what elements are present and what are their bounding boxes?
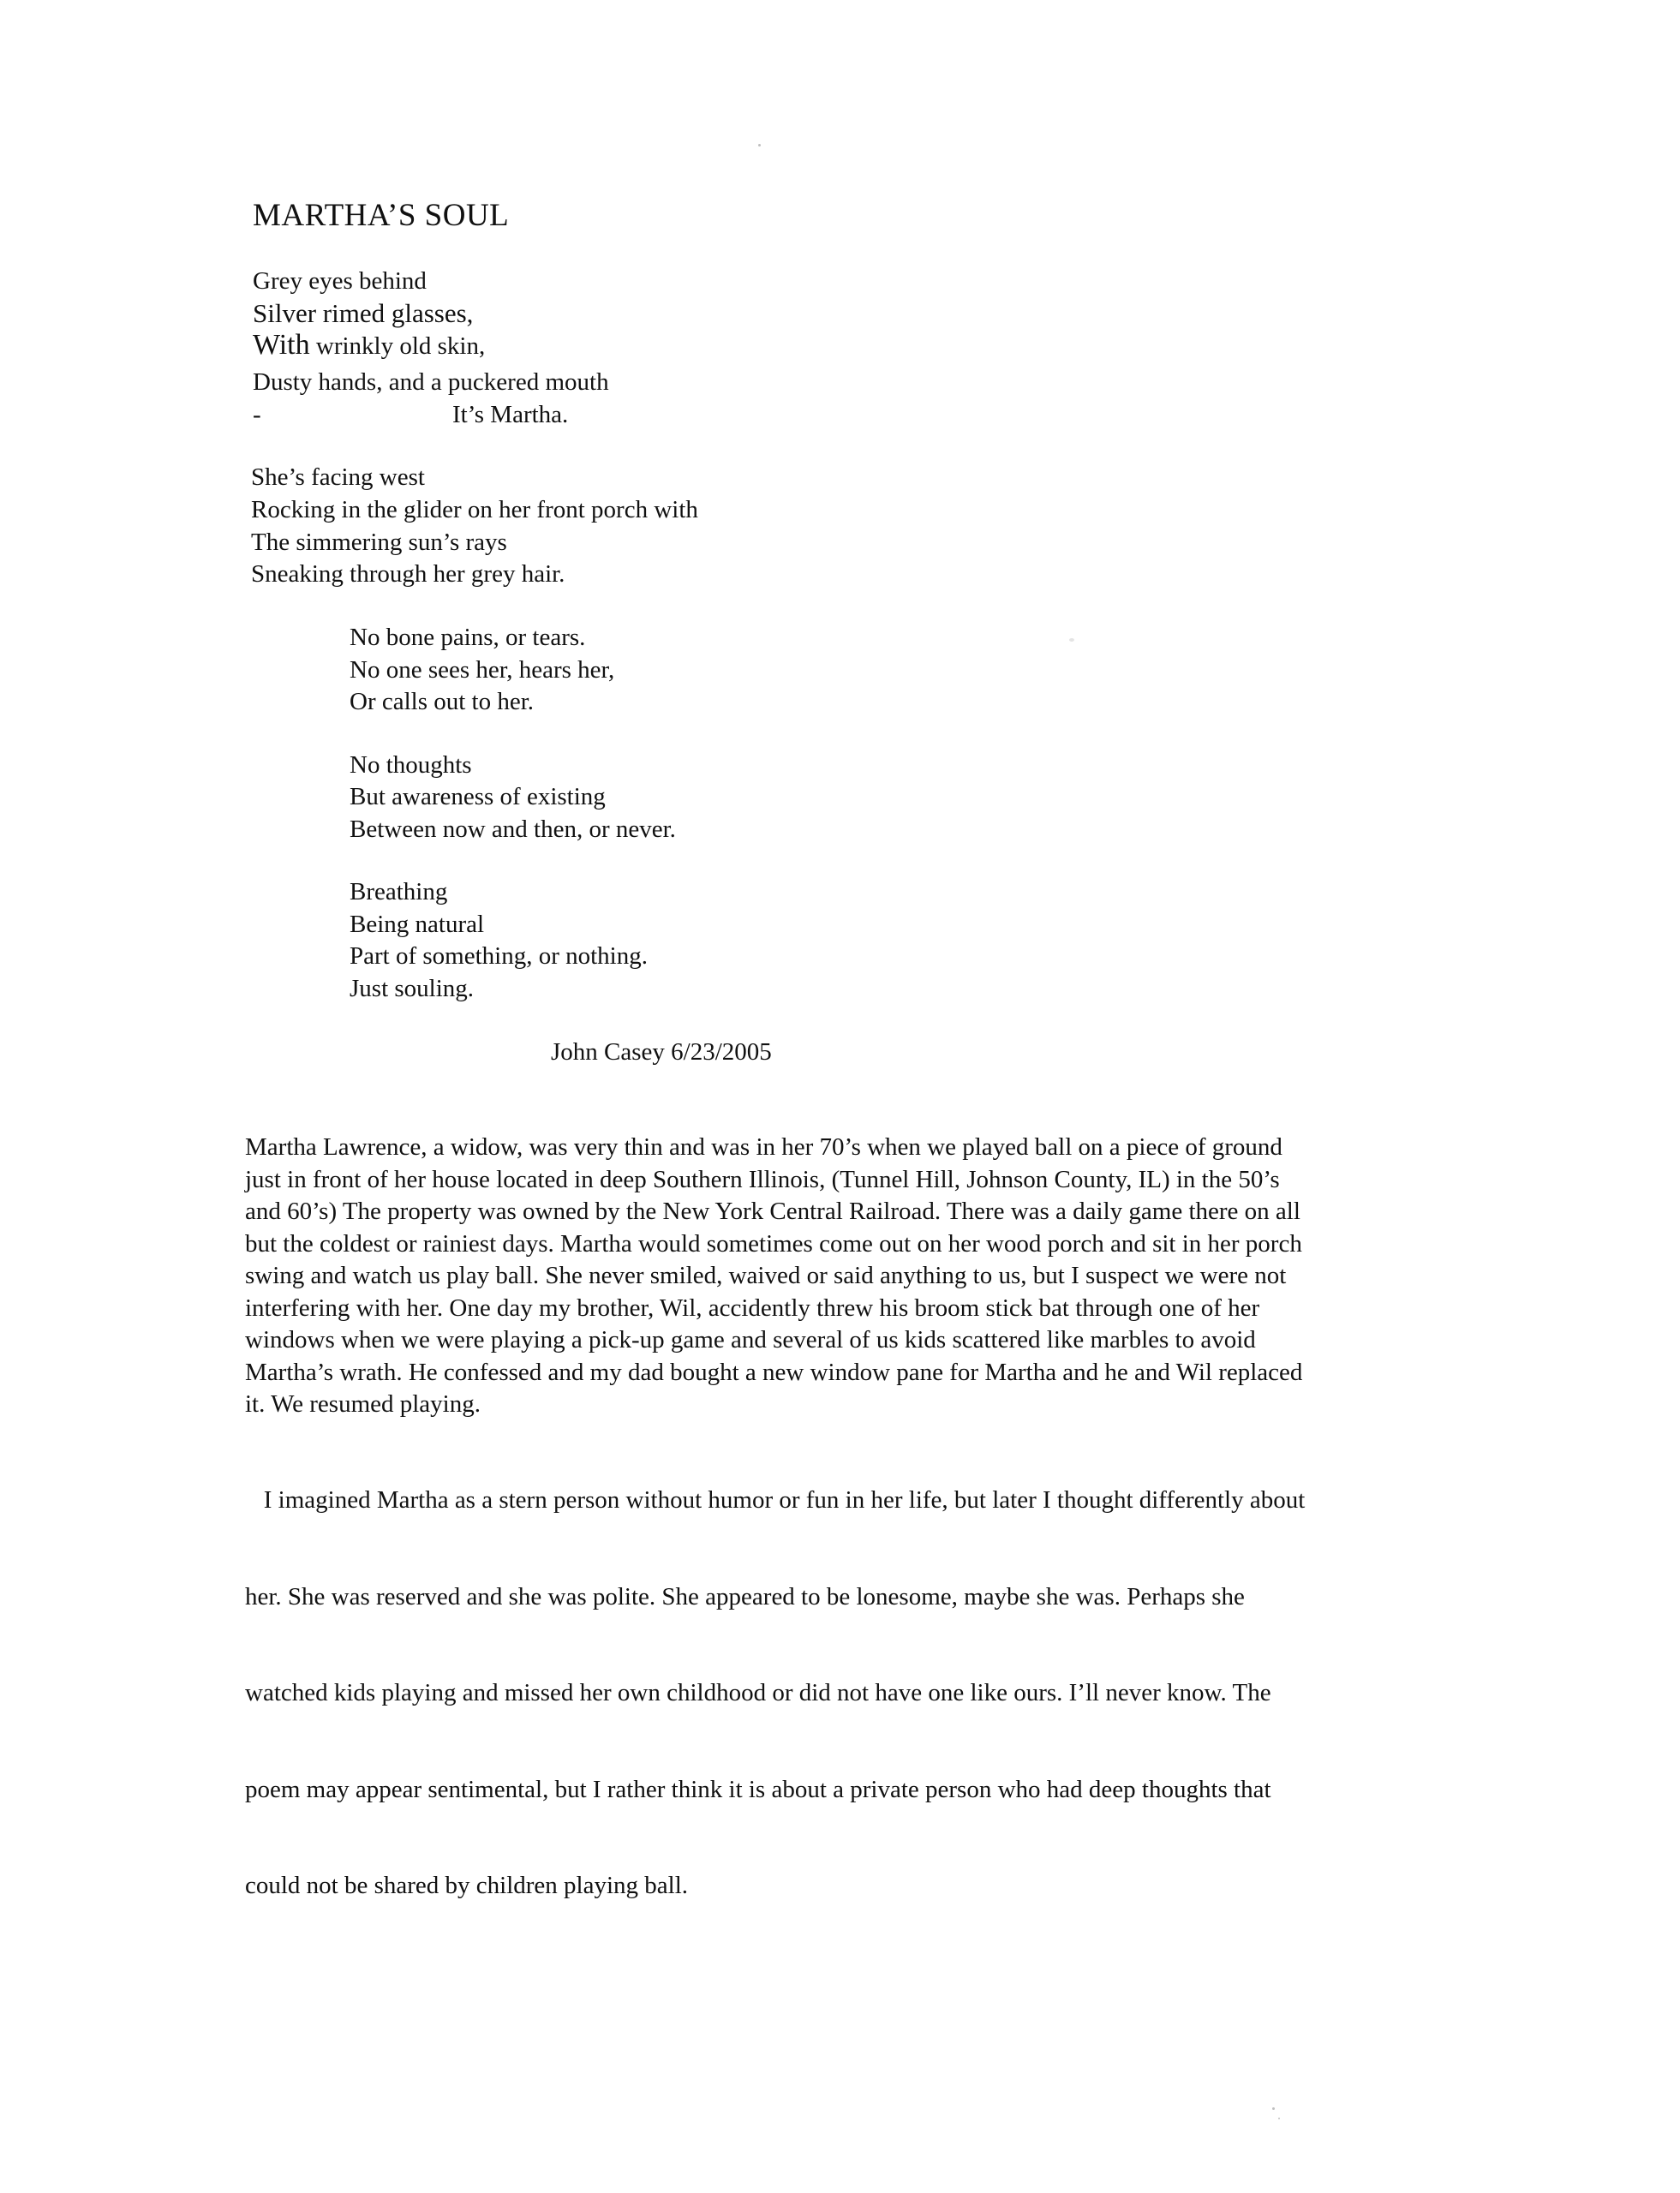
poem-line: Just souling.: [350, 975, 475, 1002]
poem-line: The simmering sun’s rays: [251, 529, 507, 556]
scan-speck: [1278, 2118, 1280, 2119]
poem-line: Or calls out to her.: [350, 688, 535, 715]
poem-line: It’s Martha.: [452, 401, 569, 428]
prose-paragraph: [245, 1420, 1496, 1967]
poem-line: Being natural: [350, 911, 485, 938]
poem-line: Between now and then, or never.: [350, 816, 676, 843]
scan-speck: [758, 144, 761, 146]
prose-line: I imagined Martha as a stern person without humor or fun in her life, but later I thought differently about: [245, 1486, 1306, 1514]
scan-speck: [1272, 2107, 1275, 2110]
prose-line: could not be shared by children playing ball.: [245, 1872, 689, 1899]
prose-line: Martha Lawrence, a widow, was very thin and was in her 70’s when we played ball on a piece of ground: [245, 1133, 1282, 1161]
poem-title: MARTHA’S SOUL: [253, 198, 510, 233]
prose-line: interfering with her. One day my brother, Wil, accidently threw his broom stick bat through one of her: [245, 1294, 1260, 1322]
prose-line: and 60’s) The property was owned by the New York Central Railroad. There was a daily game there on all: [245, 1198, 1300, 1225]
poem-line: Part of something, or nothing.: [350, 942, 648, 970]
scan-speck: [1069, 638, 1074, 642]
poem-line: Grey eyes behind: [253, 267, 427, 295]
poem-line: Sneaking through her grey hair.: [251, 560, 565, 588]
poem-line: Silver rimed glasses,: [253, 298, 474, 328]
prose-paragraph: [245, 1132, 1496, 1421]
poem-dash: -: [253, 401, 261, 428]
poem-line: Rocking in the glider on her front porch with: [251, 496, 698, 523]
poem-line: She’s facing west: [251, 463, 425, 491]
poem-word: With: [253, 329, 310, 361]
prose-line: poem may appear sentimental, but I rather think it is about a private person who had deep thoughts that: [245, 1775, 1271, 1803]
prose-line: just in front of her house located in deep Southern Illinois, (Tunnel Hill, Johnson County, IL) in the 50’s: [245, 1165, 1280, 1193]
poem-line: But awareness of existing: [350, 783, 606, 810]
prose-line: watched kids playing and missed her own childhood or did not have one like ours. I’ll never know. The: [245, 1679, 1271, 1706]
poem-line: Breathing: [350, 878, 448, 905]
poem-word: wrinkly old skin,: [309, 332, 486, 360]
poem-line: [253, 329, 485, 362]
poem-line: No bone pains, or tears.: [350, 624, 586, 651]
poem-signature: John Casey 6/23/2005: [551, 1038, 772, 1066]
poem-line: No one sees her, hears her,: [350, 656, 615, 684]
poem-line: Dusty hands, and a puckered mouth: [253, 368, 609, 396]
prose-line: but the coldest or rainiest days. Martha would sometimes come out on her wood porch and sit in her porch: [245, 1229, 1302, 1258]
prose-line: Martha’s wrath. He confessed and my dad bought a new window pane for Martha and he and Wil replaced: [245, 1358, 1303, 1386]
prose-line: swing and watch us play ball. She never smiled, waived or said anything to us, but I suspect we were not: [245, 1262, 1287, 1289]
prose-line: her. She was reserved and she was polite. She appeared to be lonesome, maybe she was. Perhaps she: [245, 1582, 1245, 1610]
prose-line: it. We resumed playing.: [245, 1390, 481, 1418]
poem-line: No thoughts: [350, 751, 472, 779]
prose-line: windows when we were playing a pick-up game and several of us kids scattered like marbles to avoid: [245, 1326, 1256, 1353]
